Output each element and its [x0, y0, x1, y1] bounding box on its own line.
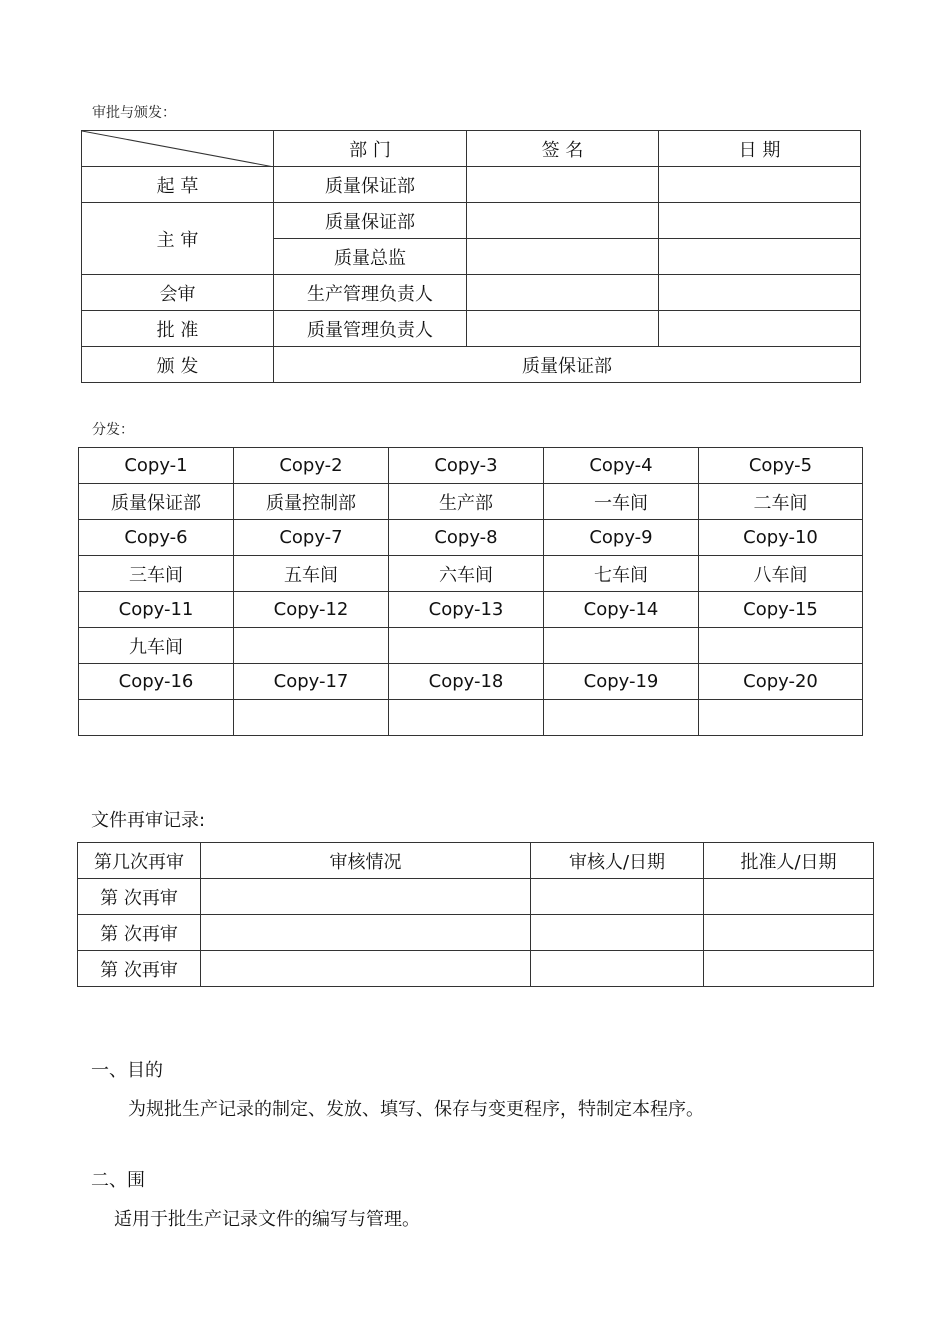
approval-header-row	[82, 131, 861, 167]
copy-number-cell: Copy-20	[699, 664, 863, 700]
copy-number-cell: Copy-18	[389, 664, 544, 700]
header-reviewer-date: 审核人/日期	[531, 843, 704, 879]
approver-date-field[interactable]	[704, 879, 874, 915]
copy-number-cell: Copy-4	[544, 448, 699, 484]
review-row	[78, 951, 874, 987]
copy-number-cell: Copy-9	[544, 520, 699, 556]
review-number-cell: 第 次再审	[78, 879, 201, 915]
date-field[interactable]	[659, 311, 861, 347]
approval-table	[81, 130, 861, 383]
date-field[interactable]	[659, 203, 861, 239]
role-cell: 批 准	[82, 311, 274, 347]
copy-number-cell: Copy-15	[699, 592, 863, 628]
reviewer-date-field[interactable]	[531, 915, 704, 951]
distribution-row	[79, 520, 863, 556]
recipient-cell: 一车间	[544, 484, 699, 520]
review-row	[78, 915, 874, 951]
review-status-field[interactable]	[201, 879, 531, 915]
review-header-row	[78, 843, 874, 879]
section-title-purpose: 一、目的	[91, 1060, 163, 1081]
approver-date-field[interactable]	[704, 915, 874, 951]
recipient-cell[interactable]	[699, 628, 863, 664]
review-heading: 文件再审记录:	[91, 810, 206, 831]
recipient-cell: 质量控制部	[234, 484, 389, 520]
distribution-row	[79, 700, 863, 736]
recipient-cell[interactable]	[544, 700, 699, 736]
review-row	[78, 879, 874, 915]
review-status-field[interactable]	[201, 915, 531, 951]
recipient-cell: 八车间	[699, 556, 863, 592]
approval-row-main-review-1	[82, 203, 861, 239]
header-approver-date: 批准人/日期	[704, 843, 874, 879]
dept-cell: 生产管理负责人	[274, 275, 467, 311]
review-number-cell: 第 次再审	[78, 951, 201, 987]
recipient-cell[interactable]	[79, 700, 234, 736]
header-date: 日 期	[659, 131, 861, 167]
copy-number-cell: Copy-2	[234, 448, 389, 484]
role-cell: 起 草	[82, 167, 274, 203]
approval-row-approve	[82, 311, 861, 347]
copy-number-cell: Copy-17	[234, 664, 389, 700]
copy-number-cell: Copy-11	[79, 592, 234, 628]
header-dept: 部 门	[274, 131, 467, 167]
approval-row-draft	[82, 167, 861, 203]
role-cell: 颁 发	[82, 347, 274, 383]
sign-field[interactable]	[467, 239, 659, 275]
role-cell: 主 审	[82, 203, 274, 275]
distribution-row	[79, 448, 863, 484]
dept-cell: 质量保证部	[274, 347, 861, 383]
date-field[interactable]	[659, 167, 861, 203]
copy-number-cell: Copy-5	[699, 448, 863, 484]
distribution-table	[78, 447, 863, 736]
section-title-scope: 二、围	[91, 1170, 145, 1191]
dept-cell: 质量管理负责人	[274, 311, 467, 347]
recipient-cell: 生产部	[389, 484, 544, 520]
recipient-cell: 九车间	[79, 628, 234, 664]
copy-number-cell: Copy-7	[234, 520, 389, 556]
diagonal-header-cell	[82, 131, 274, 167]
recipient-cell: 二车间	[699, 484, 863, 520]
copy-number-cell: Copy-12	[234, 592, 389, 628]
recipient-cell: 七车间	[544, 556, 699, 592]
recipient-cell: 五车间	[234, 556, 389, 592]
recipient-cell[interactable]	[234, 628, 389, 664]
diagonal-line	[82, 131, 274, 167]
reviewer-date-field[interactable]	[531, 951, 704, 987]
recipient-cell: 三车间	[79, 556, 234, 592]
recipient-cell: 质量保证部	[79, 484, 234, 520]
copy-number-cell: Copy-16	[79, 664, 234, 700]
review-number-cell: 第 次再审	[78, 915, 201, 951]
dept-cell: 质量保证部	[274, 167, 467, 203]
date-field[interactable]	[659, 275, 861, 311]
approver-date-field[interactable]	[704, 951, 874, 987]
header-review-status: 审核情况	[201, 843, 531, 879]
date-field[interactable]	[659, 239, 861, 275]
reviewer-date-field[interactable]	[531, 879, 704, 915]
dept-cell: 质量保证部	[274, 203, 467, 239]
role-cell: 会审	[82, 275, 274, 311]
section-body-scope: 适用于批生产记录文件的编写与管理。	[114, 1209, 420, 1230]
recipient-cell[interactable]	[699, 700, 863, 736]
sign-field[interactable]	[467, 203, 659, 239]
copy-number-cell: Copy-14	[544, 592, 699, 628]
distribution-row	[79, 664, 863, 700]
recipient-cell[interactable]	[389, 628, 544, 664]
distribution-row	[79, 628, 863, 664]
recipient-cell: 六车间	[389, 556, 544, 592]
review-status-field[interactable]	[201, 951, 531, 987]
approval-row-issue	[82, 347, 861, 383]
copy-number-cell: Copy-1	[79, 448, 234, 484]
distribution-row	[79, 556, 863, 592]
sign-field[interactable]	[467, 275, 659, 311]
recipient-cell[interactable]	[544, 628, 699, 664]
recipient-cell[interactable]	[389, 700, 544, 736]
copy-number-cell: Copy-19	[544, 664, 699, 700]
copy-number-cell: Copy-3	[389, 448, 544, 484]
distribution-heading: 分发：	[92, 422, 134, 438]
copy-number-cell: Copy-8	[389, 520, 544, 556]
copy-number-cell: Copy-13	[389, 592, 544, 628]
section-body-purpose: 为规批生产记录的制定、发放、填写、保存与变更程序，特制定本程序。	[128, 1099, 704, 1120]
sign-field[interactable]	[467, 167, 659, 203]
dept-cell: 质量总监	[274, 239, 467, 275]
recipient-cell[interactable]	[234, 700, 389, 736]
review-table	[77, 842, 874, 987]
header-sign: 签 名	[467, 131, 659, 167]
approval-heading: 审批与颁发：	[92, 105, 176, 121]
copy-number-cell: Copy-10	[699, 520, 863, 556]
header-review-number: 第几次再审	[78, 843, 201, 879]
copy-number-cell: Copy-6	[79, 520, 234, 556]
approval-row-joint-review	[82, 275, 861, 311]
sign-field[interactable]	[467, 311, 659, 347]
distribution-row	[79, 592, 863, 628]
distribution-row	[79, 484, 863, 520]
